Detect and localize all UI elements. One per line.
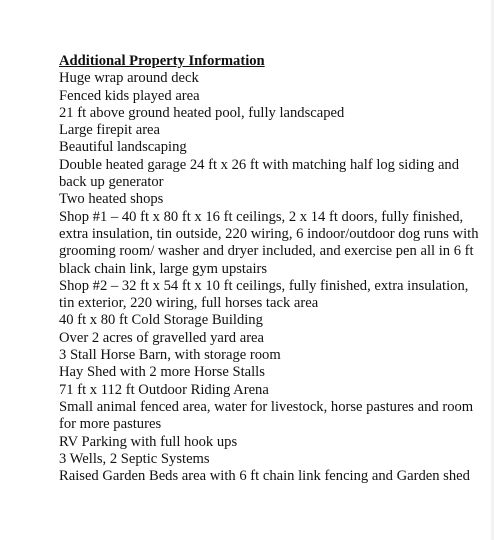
feature-item: Hay Shed with 2 more Horse Stalls (59, 364, 265, 381)
property-info-document (59, 53, 479, 485)
feature-item: 21 ft above ground heated pool, fully landscaped (59, 104, 345, 121)
feature-item: 3 Wells, 2 Septic Systems (59, 450, 210, 467)
feature-item: Huge wrap around deck (59, 70, 199, 87)
feature-item: 40 ft x 80 ft Cold Storage Building (59, 312, 263, 329)
feature-item: Raised Garden Beds area with 6 ft chain link fencing and Garden shed (59, 468, 470, 485)
feature-item: Large firepit area (59, 122, 161, 139)
feature-item: Shop #2 – 32 ft x 54 ft x 10 ft ceilings, fully finished, extra insulation, tin exterior, 220 wiring, full horses tack area (59, 277, 469, 312)
document-heading: Additional Property Information (59, 53, 265, 69)
feature-item: Small animal fenced area, water for livestock, horse pastures and room for more pastures (59, 398, 474, 433)
feature-item: Over 2 acres of gravelled yard area (59, 329, 265, 346)
feature-item: Two heated shops (59, 191, 164, 208)
feature-item: 71 ft x 112 ft Outdoor Riding Arena (59, 381, 269, 398)
feature-item: Double heated garage 24 ft x 26 ft with matching half log siding and back up generator (59, 156, 460, 191)
feature-item: Shop #1 – 40 ft x 80 ft x 16 ft ceilings, 2 x 14 ft doors, fully finished, extra insulation, tin outside, 220 wiring, 6 indoor/outdoor dog runs with grooming room/ washer and dryer included, and exercise pen all in 6 ft black chain link, large gym upstairs (59, 208, 479, 277)
feature-item: Fenced kids played area (59, 87, 200, 104)
feature-list (59, 70, 479, 485)
feature-item: Beautiful landscaping (59, 139, 187, 156)
feature-item: RV Parking with full hook ups (59, 433, 238, 450)
feature-item: 3 Stall Horse Barn, with storage room (59, 347, 281, 364)
